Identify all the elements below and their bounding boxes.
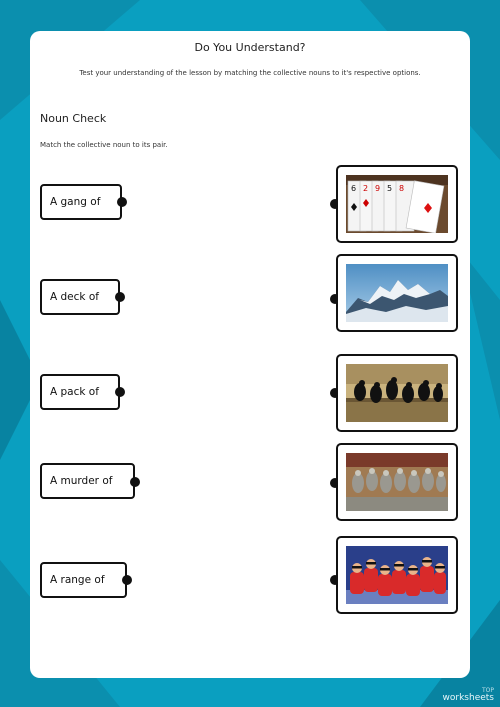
noun-box-range[interactable] xyxy=(40,562,127,598)
svg-text:2: 2 xyxy=(363,184,369,193)
noun-box-gang[interactable] xyxy=(40,184,122,220)
brand-logo-top: TOP xyxy=(481,687,494,694)
noun-box-pack[interactable] xyxy=(40,374,120,410)
svg-text:6: 6 xyxy=(351,184,357,193)
picture-box-wolves[interactable] xyxy=(336,443,458,521)
noun-connector-dot[interactable] xyxy=(117,197,127,207)
noun-label: A pack of xyxy=(50,386,99,398)
brand-logo xyxy=(443,688,494,703)
playing-cards-image xyxy=(346,175,448,233)
noun-label: A murder of xyxy=(50,475,113,487)
section-title: Noun Check xyxy=(40,112,107,125)
picture-box-crows[interactable] xyxy=(336,354,458,432)
worksheet-card xyxy=(30,31,470,678)
noun-label: A deck of xyxy=(50,291,99,303)
noun-box-deck[interactable] xyxy=(40,279,120,315)
noun-label: A gang of xyxy=(50,196,101,208)
svg-text:9: 9 xyxy=(375,184,381,193)
worksheet-title: Do You Understand? xyxy=(194,41,306,54)
instruction-text: Match the collective noun to its pair. xyxy=(40,141,168,149)
noun-connector-dot[interactable] xyxy=(122,575,132,585)
crows-on-fence-image xyxy=(346,364,448,422)
noun-label: A range of xyxy=(50,574,105,586)
noun-connector-dot[interactable] xyxy=(115,387,125,397)
picture-box-mountains[interactable] xyxy=(336,254,458,332)
svg-text:5: 5 xyxy=(387,184,393,193)
brand-logo-main: worksheets xyxy=(442,693,494,703)
picture-box-gang[interactable] xyxy=(336,536,458,614)
snowy-mountains-image xyxy=(346,264,448,322)
noun-connector-dot[interactable] xyxy=(130,477,140,487)
noun-box-murder[interactable] xyxy=(40,463,135,499)
picture-box-cards[interactable] xyxy=(336,165,458,243)
worksheet-subtitle: Test your understanding of the lesson by matching the collective nouns to it's respective options. xyxy=(79,69,421,77)
noun-connector-dot[interactable] xyxy=(115,292,125,302)
svg-text:8: 8 xyxy=(399,184,405,193)
masked-gang-image xyxy=(346,546,448,604)
wolves-image xyxy=(346,453,448,511)
